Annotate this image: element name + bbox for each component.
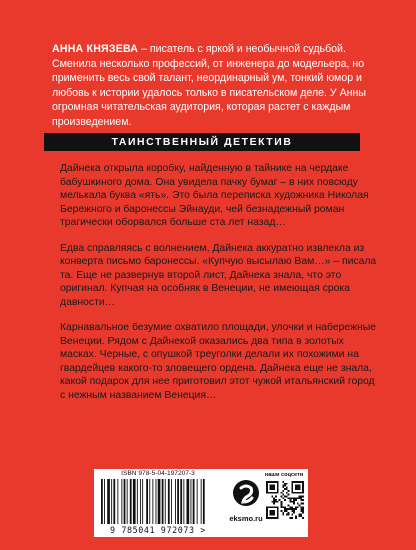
author-name: АННА КНЯЗЕВА [52,43,139,55]
eksmo-logo-icon [231,478,261,512]
series-title: ТАИНСТВЕННЫЙ ДЕТЕКТИВ [111,136,293,148]
qr-code-icon[interactable] [266,481,304,519]
blurb-paragraph-2: Едва справляясь с волнением, Дайнека аккуратно извлекла из конверта письмо баронессы. «Купчую высылаю Вам…» – писала та. Еще не развернув второй лист, Дайнека знала, что это оригинал. Купчая на особняк в Венеции, не имеющая срока давности… [60,242,377,308]
blurb-paragraph-3: Карнавальное безумие охватило площади, улочки и набережные Венеции. Рядом с Дайнекой оказались два типа в золотых масках. Черные, с опушкой треуголки делали их похожими на гвардейцев какого-то зловещего ордена. Дайнека еще не знала, какой подарок для нее приготовил этот чужой итальянский город с нежным названием Венеция… [60,322,377,401]
author-bio-text: – писатель с яркой и необычной судьбой. Сменила несколько профессий, от инженера до модельера, но применить весь свой талант, неординарный ум, тонкий юмор и любовь к истории удалось только в писательском деле. У Анны огромная читательская аудитория, которая растет с каждым произведением. [52,43,366,128]
isbn-text: ISBN 978-5-04-197207-3 [121,470,195,477]
qr-label: наши соцсети [264,472,304,478]
author-bio [52,42,392,130]
publisher-site: eksmo.ru [229,514,263,523]
barcode-icon [101,479,213,524]
blurb-paragraph-1: Дайнека открыла коробку, найденную в тайнике на чердаке бабушкиного дома. Она увидела пачку бумаг – в них повсюду мелькала буква «ять». Это была переписка художника Николая Бережного и баронессы Эйнауди, чей безнадежный роман трагически оборвался больше ста лет назад… [60,163,369,228]
ean-text: 9 785041 972073 > [110,525,206,535]
publisher-logo [226,478,266,528]
book-blurb [60,162,380,402]
series-banner [44,133,360,151]
